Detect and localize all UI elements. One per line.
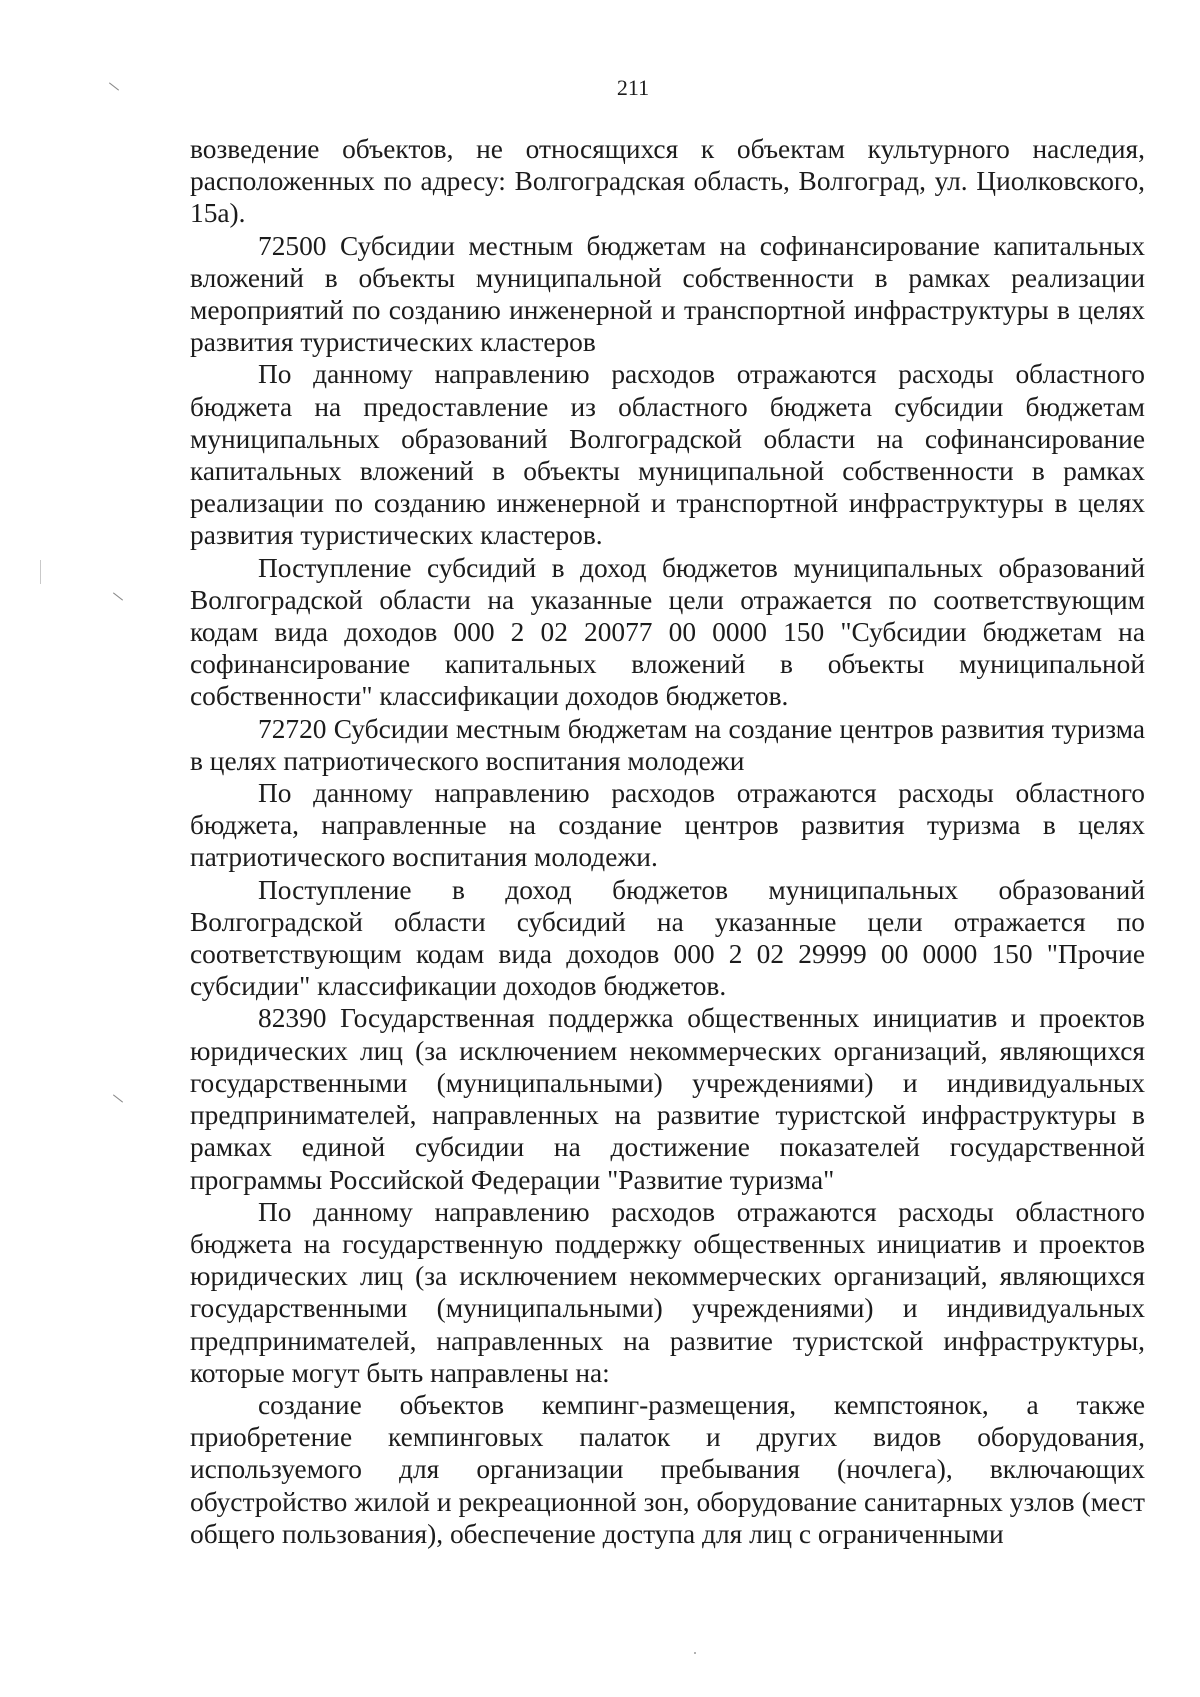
paragraph-heading-82390: 82390 Государственная поддержка общественных инициатив и проектов юридических лиц (за исключением некоммерческих организаций, являющихся государственными (муниципальными) учреждениями) и индивидуальных предпринимателей, направленных на развитие туристской инфраструктуры в рамках единой субсидии на достижение показателей государственной программы Российской Федерации "Развитие туризма"	[190, 1003, 1145, 1195]
paragraph-72500-income: Поступление субсидий в доход бюджетов муниципальных образований Волгоградской области на указанные цели отражается по соответствующим кодам вида доходов 000 2 02 20077 00 0000 150 "Субсидии бюджетам на софинансирование капитальных вложений в объекты муниципальной собственности" классификации доходов бюджетов.	[190, 552, 1145, 712]
document-body	[190, 133, 1145, 1550]
paragraph-continuation: возведение объектов, не относящихся к объектам культурного наследия, расположенных по адресу: Волгоградская область, Волгоград, ул. Циолковского, 15а).	[190, 134, 1145, 229]
paragraph-72720-description: По данному направлению расходов отражаются расходы областного бюджета, направленные на создание центров развития туризма в целях патриотического воспитания молодежи.	[190, 778, 1145, 873]
paragraph-82390-item: создание объектов кемпинг-размещения, кемпстоянок, а также приобретение кемпинговых палаток и других видов оборудования, используемого для организации пребывания (ночлега), включающих обустройство жилой и рекреационной зон, оборудование санитарных узлов (мест общего пользования), обеспечение доступа для лиц с ограниченными	[190, 1389, 1145, 1549]
margin-rule	[40, 560, 41, 584]
page-number: 211	[616, 75, 650, 100]
paragraph-72500-description: По данному направлению расходов отражаются расходы областного бюджета на предоставление из областного бюджета субсидии бюджетам муниципальных образований Волгоградской области на софинансирование капитальных вложений в объекты муниципальной собственности в рамках реализации по созданию инженерной и транспортной инфраструктуры в целях развития туристических кластеров.	[190, 359, 1145, 551]
paragraph-82390-description: По данному направлению расходов отражаются расходы областного бюджета на государственную поддержку общественных инициатив и проектов юридических лиц (за исключением некоммерческих организаций, являющихся государственными (муниципальными) учреждениями) и индивидуальных предпринимателей, направленных на развитие туристской инфраструктуры, которые могут быть направлены на:	[190, 1196, 1145, 1388]
scan-mark	[113, 592, 123, 600]
paragraph-72720-income: Поступление в доход бюджетов муниципальных образований Волгоградской области субсидий на указанные цели отражается по соответствующим кодам вида доходов 000 2 02 29999 00 0000 150 "Прочие субсидии" классификации доходов бюджетов.	[190, 874, 1145, 1002]
scan-dot	[694, 1652, 696, 1654]
paragraph-heading-72500: 72500 Субсидии местным бюджетам на софинансирование капитальных вложений в объекты муниципальной собственности в рамках реализации мероприятий по созданию инженерной и транспортной инфраструктуры в целях развития туристических кластеров	[190, 230, 1145, 358]
scan-mark	[113, 1094, 123, 1102]
paragraph-heading-72720: 72720 Субсидии местным бюджетам на создание центров развития туризма в целях патриотического воспитания молодежи	[190, 713, 1145, 776]
